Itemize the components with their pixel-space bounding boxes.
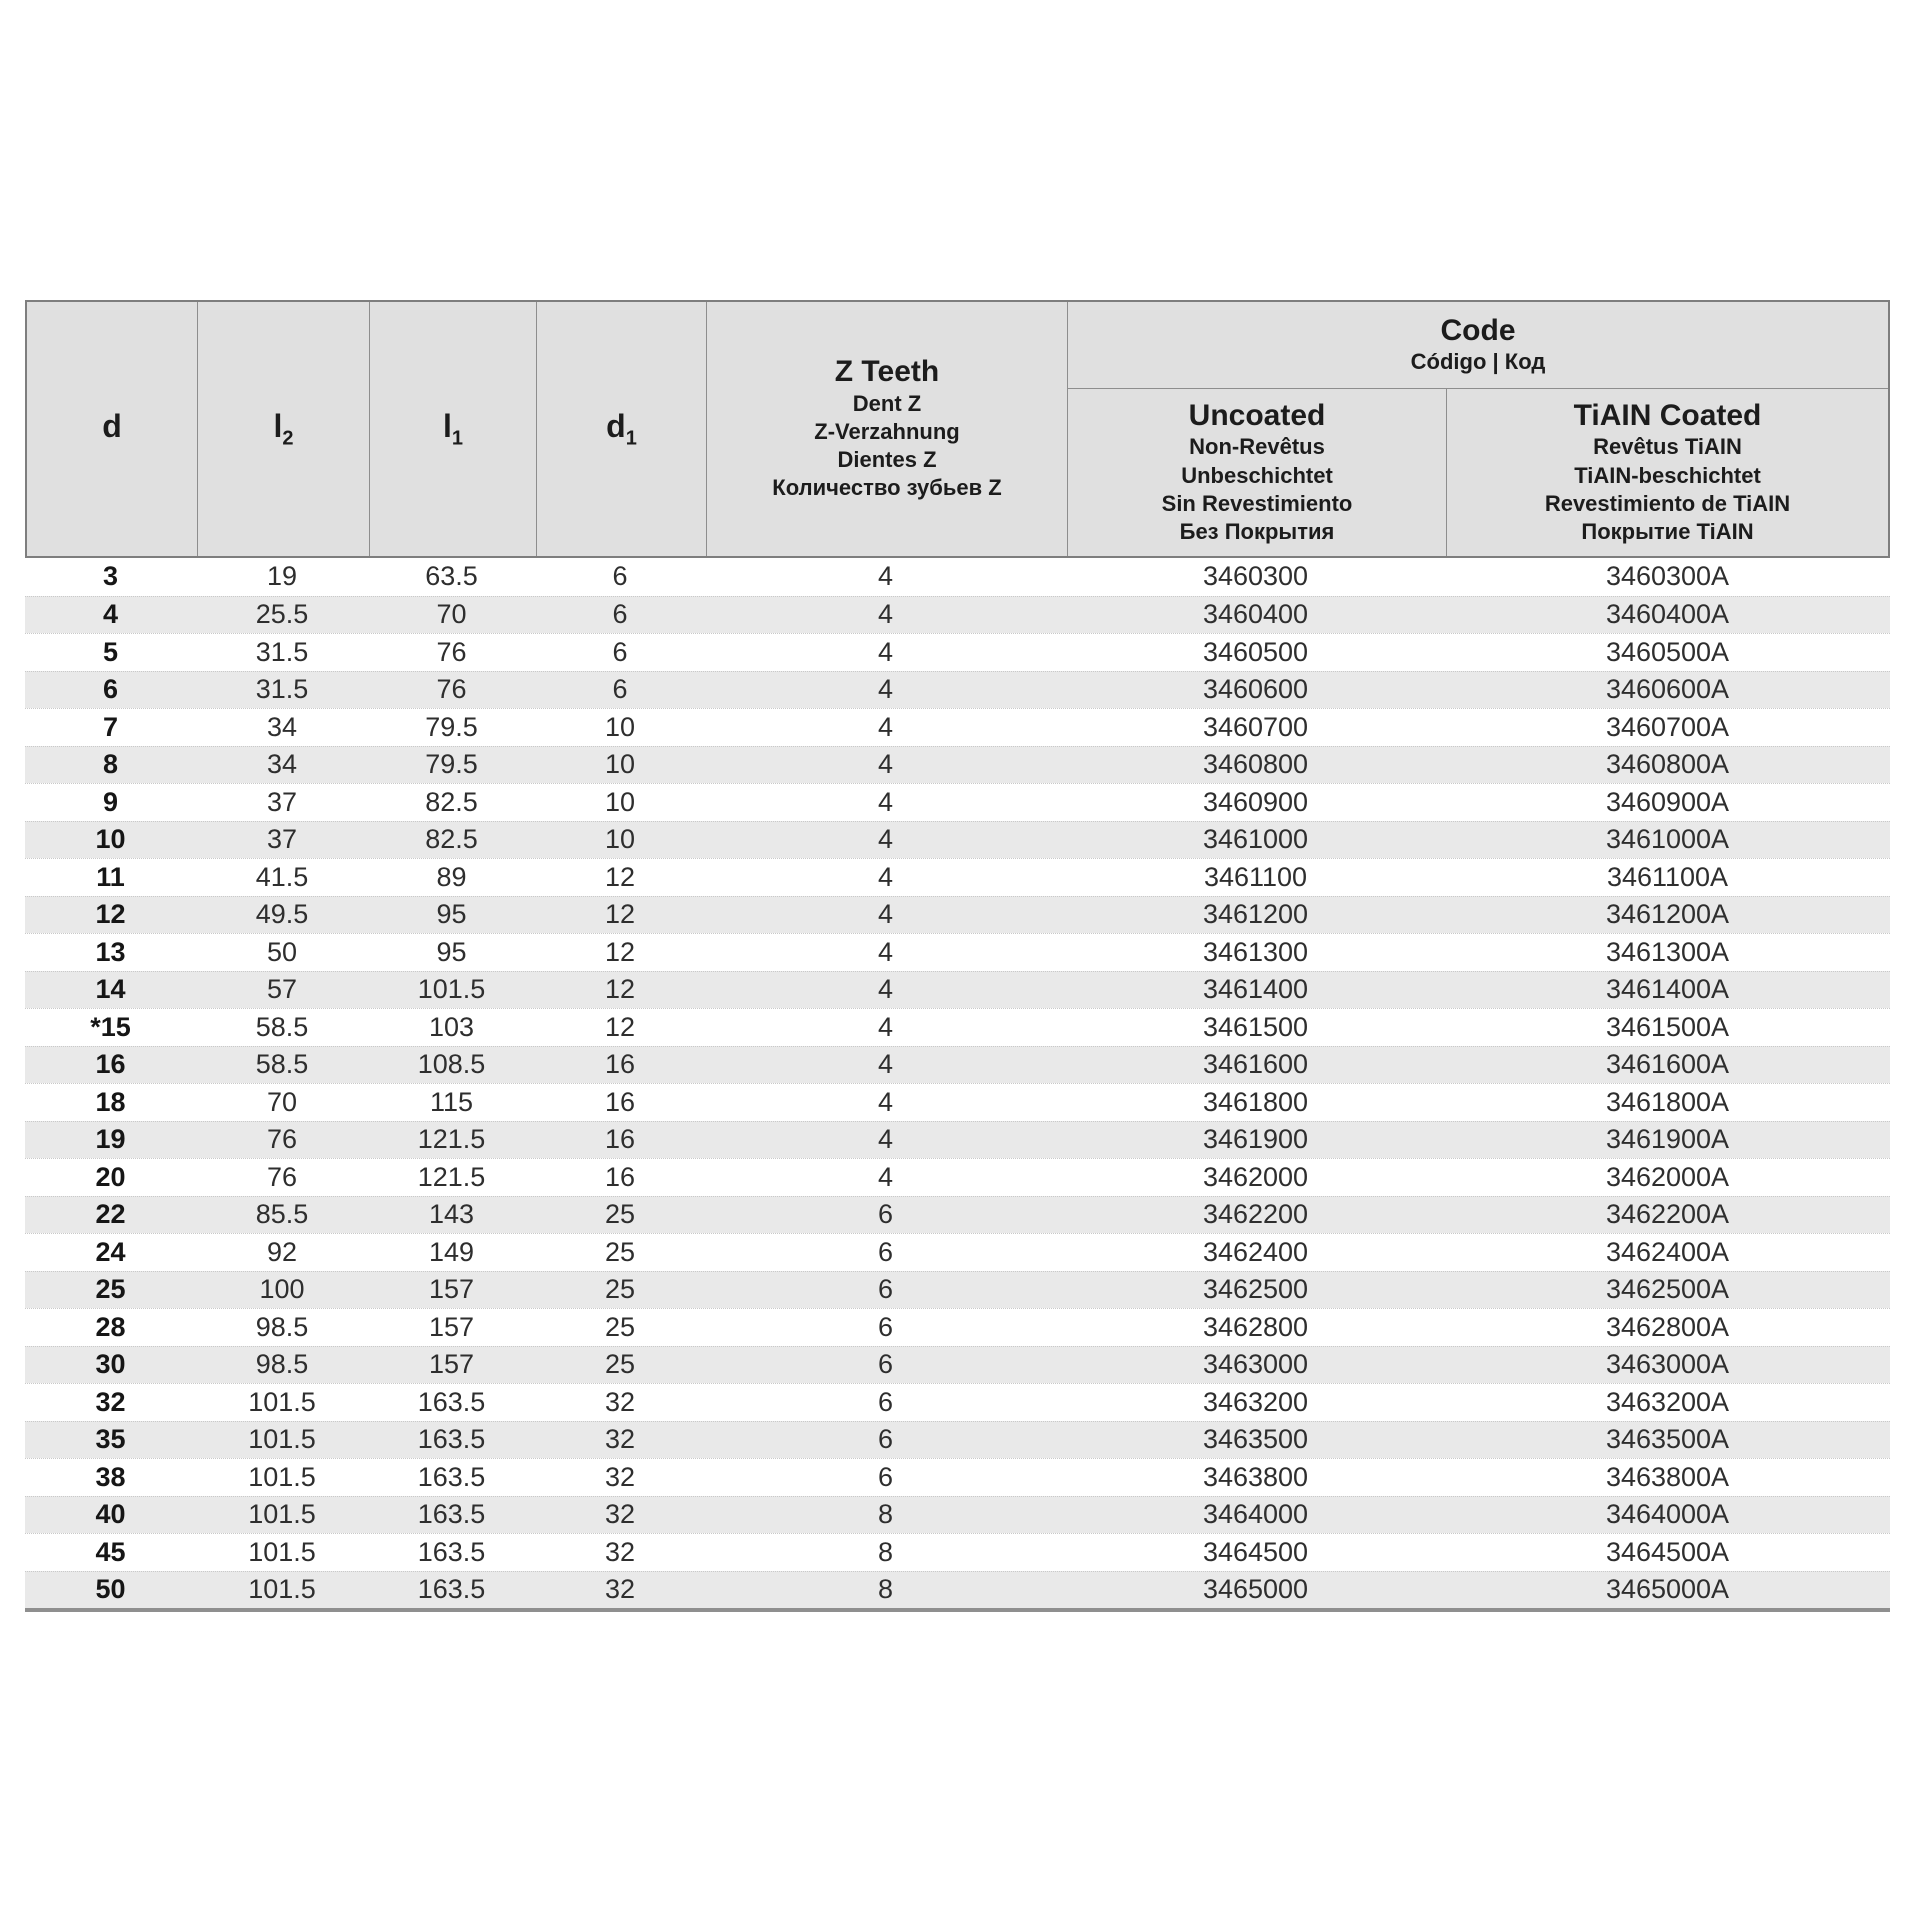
d1-cell: 25 [604,1311,636,1342]
spec-table [25,300,1890,1612]
table-row [25,1308,1890,1346]
z-cell: 4 [877,1124,894,1155]
d1-cell: 16 [604,1049,636,1080]
tiain-cell: 3461000A [1605,824,1730,855]
d1-cell: 32 [604,1386,636,1417]
tiain-cell: 3462800A [1605,1311,1730,1342]
l2-cell: 37 [266,824,298,855]
d1-cell: 25 [604,1274,636,1305]
l1-cell: 70 [436,599,467,630]
column-label-d1-main: d [606,407,626,444]
table-row [25,1083,1890,1121]
tiain-cell: 3462000A [1605,1161,1730,1192]
l2-cell: 101.5 [248,1574,316,1605]
uncoated-cell: 3460500 [1202,636,1309,667]
d1-cell: 32 [604,1424,636,1455]
uncoated-cell: 3462800 [1202,1311,1309,1342]
d1-cell: 16 [604,1161,636,1192]
l1-cell: 121.5 [417,1124,486,1155]
d-cell: 28 [95,1311,126,1342]
l2-cell: 50 [266,936,298,967]
z-cell: 4 [877,636,894,667]
tiain-translation-es: Revestimiento de TiAIN [1544,490,1791,516]
table-row [25,933,1890,971]
z-teeth-translation-fr: Dent Z [852,390,922,416]
d-cell: 25 [95,1274,126,1305]
d-cell: 24 [95,1236,126,1267]
z-cell: 6 [877,1461,894,1492]
d1-cell: 6 [612,561,628,592]
l1-cell: 163.5 [417,1536,486,1567]
l1-cell: 76 [436,674,467,705]
l1-cell: 79.5 [425,749,478,780]
tiain-cell: 3460600A [1605,674,1730,705]
l1-cell: 163.5 [417,1574,486,1605]
d1-cell: 10 [604,749,636,780]
table-row [25,1008,1890,1046]
uncoated-cell: 3464500 [1202,1536,1309,1567]
d-cell: 8 [102,749,119,780]
table-row [25,1346,1890,1384]
column-label-l2 [273,407,294,450]
z-cell: 4 [877,899,894,930]
tiain-translation-de: TiAIN-beschichtet [1574,462,1761,488]
d-cell: 7 [102,711,119,742]
uncoated-cell: 3461600 [1202,1049,1309,1080]
uncoated-translation-ru: Без Покрытия [1179,518,1335,544]
d-cell: 12 [95,899,126,930]
uncoated-title: Uncoated [1188,398,1326,432]
d1-cell: 10 [604,824,636,855]
table-bottom-rule [25,1608,1890,1612]
uncoated-translation-de: Unbeschichtet [1181,462,1333,488]
tiain-cell: 3461500A [1605,1011,1730,1042]
tiain-cell: 3461900A [1605,1124,1730,1155]
table-row [25,896,1890,934]
table-row [25,558,1890,596]
uncoated-cell: 3461900 [1202,1124,1309,1155]
uncoated-cell: 3462200 [1202,1199,1309,1230]
tiain-cell: 3461300A [1605,936,1730,967]
d-cell: 6 [102,674,119,705]
tiain-cell: 3460800A [1605,749,1730,780]
column-header-l1 [370,302,537,556]
l1-cell: 101.5 [417,974,486,1005]
z-cell: 4 [877,974,894,1005]
d1-cell: 10 [604,786,636,817]
uncoated-cell: 3461400 [1202,974,1309,1005]
d1-cell: 6 [612,674,628,705]
d-cell: 30 [95,1349,126,1380]
l2-cell: 49.5 [255,899,309,930]
d-cell: 13 [95,936,126,967]
l2-cell: 58.5 [255,1049,309,1080]
l2-cell: 19 [266,561,298,592]
tiain-cell: 3463800A [1605,1461,1730,1492]
uncoated-cell: 3461300 [1202,936,1309,967]
l1-cell: 115 [429,1086,474,1117]
tiain-translation-ru: Покрытие TiAIN [1581,518,1754,544]
uncoated-cell: 3465000 [1202,1574,1309,1605]
uncoated-cell: 3464000 [1202,1499,1309,1530]
column-header-uncoated [1068,388,1447,556]
d-cell: 38 [95,1461,126,1492]
z-cell: 6 [877,1311,894,1342]
z-cell: 4 [877,861,894,892]
table-row [25,971,1890,1009]
table-row [25,1046,1890,1084]
z-teeth-title: Z Teeth [834,355,940,389]
l2-cell: 31.5 [255,674,309,705]
table-row [25,1421,1890,1459]
uncoated-cell: 3463800 [1202,1461,1309,1492]
d-cell: 18 [95,1086,126,1117]
d-cell: 32 [95,1386,126,1417]
z-cell: 4 [877,824,894,855]
l2-cell: 101.5 [248,1499,316,1530]
d1-cell: 12 [604,974,636,1005]
uncoated-translation-es: Sin Revestimiento [1161,490,1353,516]
d1-cell: 6 [612,599,628,630]
tiain-cell: 3460300A [1605,561,1730,592]
tiain-cell: 3462500A [1605,1274,1730,1305]
l2-cell: 58.5 [255,1011,309,1042]
uncoated-cell: 3461200 [1202,899,1309,930]
tiain-cell: 3460700A [1605,711,1730,742]
z-cell: 6 [877,1236,894,1267]
z-cell: 6 [877,1349,894,1380]
table-row [25,858,1890,896]
z-cell: 4 [877,1011,894,1042]
uncoated-cell: 3460300 [1202,561,1309,592]
tiain-title: TiAIN Coated [1573,398,1762,432]
table-row [25,1571,1890,1609]
l2-cell: 25.5 [255,599,309,630]
uncoated-cell: 3461100 [1203,861,1308,892]
spec-table-header [25,300,1890,558]
column-label-l1 [442,407,463,450]
d-cell: 5 [102,636,119,667]
uncoated-cell: 3462400 [1202,1236,1309,1267]
uncoated-cell: 3463000 [1202,1349,1309,1380]
uncoated-cell: 3461000 [1202,824,1309,855]
spec-table-body [25,558,1890,1608]
l1-cell: 95 [436,899,467,930]
l1-cell: 163.5 [417,1461,486,1492]
z-cell: 4 [877,674,894,705]
l1-cell: 121.5 [417,1161,486,1192]
d-cell: 10 [95,824,126,855]
table-row [25,1158,1890,1196]
uncoated-cell: 3463200 [1202,1386,1309,1417]
z-cell: 4 [877,561,894,592]
d1-cell: 25 [604,1349,636,1380]
d1-cell: 12 [604,1011,636,1042]
l2-cell: 101.5 [248,1461,316,1492]
column-label-d1-sub: 1 [625,427,637,450]
d-cell: 14 [95,974,126,1005]
d1-cell: 25 [604,1236,636,1267]
l2-cell: 76 [266,1124,298,1155]
uncoated-cell: 3462000 [1202,1161,1309,1192]
table-row [25,1196,1890,1234]
table-row [25,633,1890,671]
z-cell: 6 [877,1386,894,1417]
tiain-cell: 3461800A [1605,1086,1730,1117]
tiain-cell: 3462200A [1605,1199,1730,1230]
l1-cell: 163.5 [417,1499,486,1530]
l1-cell: 79.5 [425,711,478,742]
column-header-d [27,302,198,556]
z-cell: 4 [877,599,894,630]
l2-cell: 34 [266,711,298,742]
uncoated-cell: 3460800 [1202,749,1309,780]
uncoated-cell: 3460700 [1202,711,1309,742]
l1-cell: 108.5 [417,1049,486,1080]
d-cell: 19 [95,1124,126,1155]
d1-cell: 16 [604,1086,636,1117]
tiain-cell: 3460400A [1605,599,1730,630]
z-cell: 4 [877,749,894,780]
l1-cell: 157 [428,1274,475,1305]
d1-cell: 32 [604,1499,636,1530]
d1-cell: 6 [612,636,628,667]
l2-cell: 98.5 [255,1349,309,1380]
d-cell: *15 [90,1011,131,1042]
column-header-z-teeth [707,302,1068,556]
tiain-cell: 3463500A [1605,1424,1730,1455]
z-teeth-translation-es: Dientes Z [837,447,937,473]
z-cell: 4 [877,936,894,967]
l2-cell: 92 [266,1236,298,1267]
d-cell: 22 [95,1199,126,1230]
tiain-cell: 3464000A [1605,1499,1730,1530]
l2-cell: 41.5 [255,861,309,892]
tiain-cell: 3465000A [1605,1574,1730,1605]
l1-cell: 163.5 [417,1386,486,1417]
column-header-code [1068,302,1888,388]
l2-cell: 101.5 [248,1536,316,1567]
d1-cell: 32 [604,1536,636,1567]
z-cell: 6 [877,1424,894,1455]
table-row [25,746,1890,784]
d-cell: 50 [95,1574,126,1605]
table-row [25,1533,1890,1571]
l2-cell: 100 [259,1274,305,1305]
d1-cell: 12 [604,899,636,930]
table-row [25,1121,1890,1159]
tiain-cell: 3462400A [1605,1236,1730,1267]
column-label-l2-main: l [273,407,283,444]
z-cell: 8 [877,1499,894,1530]
l1-cell: 63.5 [425,561,478,592]
uncoated-cell: 3463500 [1202,1424,1309,1455]
l1-cell: 163.5 [417,1424,486,1455]
uncoated-cell: 3461500 [1202,1011,1309,1042]
d-cell: 16 [95,1049,126,1080]
column-label-d-main: d [102,407,122,444]
uncoated-cell: 3460400 [1202,599,1309,630]
l1-cell: 82.5 [425,786,478,817]
l2-cell: 101.5 [248,1386,316,1417]
l1-cell: 82.5 [425,824,478,855]
uncoated-cell: 3462500 [1202,1274,1309,1305]
z-cell: 4 [877,711,894,742]
tiain-cell: 3461200A [1605,899,1730,930]
column-label-l2-sub: 2 [282,427,294,450]
uncoated-cell: 3460600 [1202,674,1309,705]
d-cell: 4 [102,599,119,630]
uncoated-cell: 3460900 [1202,786,1309,817]
z-cell: 4 [877,1086,894,1117]
l1-cell: 143 [428,1199,475,1230]
l2-cell: 37 [266,786,298,817]
table-row [25,708,1890,746]
l2-cell: 34 [266,749,298,780]
table-row [25,1383,1890,1421]
d1-cell: 25 [604,1199,636,1230]
column-label-l1-sub: 1 [451,427,463,450]
tiain-cell: 3463200A [1605,1386,1730,1417]
tiain-cell: 3460500A [1605,636,1730,667]
uncoated-translation-fr: Non-Revêtus [1189,434,1325,460]
code-translations: Código | Код [1410,349,1546,375]
tiain-cell: 3461400A [1605,974,1730,1005]
l2-cell: 98.5 [255,1311,309,1342]
l1-cell: 76 [436,636,467,667]
column-header-tiain-coated [1447,388,1888,556]
column-header-d1 [537,302,707,556]
tiain-translation-fr: Revêtus TiAIN [1593,434,1742,460]
l2-cell: 101.5 [248,1424,316,1455]
l1-cell: 89 [436,861,467,892]
l2-cell: 85.5 [255,1199,309,1230]
z-cell: 4 [877,786,894,817]
l2-cell: 57 [266,974,298,1005]
d-cell: 3 [102,561,119,592]
column-label-l1-main: l [442,407,452,444]
z-cell: 8 [877,1536,894,1567]
table-row [25,671,1890,709]
z-cell: 6 [877,1274,894,1305]
l1-cell: 157 [428,1311,475,1342]
l1-cell: 149 [428,1236,475,1267]
tiain-cell: 3464500A [1605,1536,1730,1567]
uncoated-cell: 3461800 [1202,1086,1309,1117]
code-title: Code [1440,313,1516,347]
table-row [25,821,1890,859]
table-row [25,1458,1890,1496]
z-teeth-translation-de: Z-Verzahnung [814,419,960,445]
z-teeth-translation-ru: Количество зубьев Z [772,475,1002,501]
z-cell: 8 [877,1574,894,1605]
tiain-cell: 3463000A [1605,1349,1730,1380]
d1-cell: 12 [604,861,636,892]
l2-cell: 31.5 [255,636,309,667]
tiain-cell: 3461100A [1606,861,1729,892]
column-header-l2 [198,302,370,556]
d-cell: 9 [102,786,119,817]
d-cell: 45 [95,1536,126,1567]
d1-cell: 32 [604,1461,636,1492]
d-cell: 11 [96,861,125,892]
table-row [25,596,1890,634]
z-cell: 4 [877,1049,894,1080]
d1-cell: 16 [604,1124,636,1155]
d-cell: 20 [95,1161,126,1192]
l1-cell: 95 [436,936,467,967]
d-cell: 40 [95,1499,126,1530]
column-label-d [102,407,122,448]
l1-cell: 157 [428,1349,475,1380]
d-cell: 35 [95,1424,126,1455]
d1-cell: 32 [604,1574,636,1605]
table-row [25,1233,1890,1271]
tiain-cell: 3460900A [1605,786,1730,817]
l1-cell: 103 [428,1011,475,1042]
table-row [25,1496,1890,1534]
table-row [25,1271,1890,1309]
l2-cell: 70 [266,1086,298,1117]
z-cell: 6 [877,1199,894,1230]
d1-cell: 10 [604,711,636,742]
tiain-cell: 3461600A [1605,1049,1730,1080]
z-cell: 4 [877,1161,894,1192]
l2-cell: 76 [266,1161,298,1192]
column-label-d1 [606,407,637,450]
table-row [25,783,1890,821]
d1-cell: 12 [604,936,636,967]
